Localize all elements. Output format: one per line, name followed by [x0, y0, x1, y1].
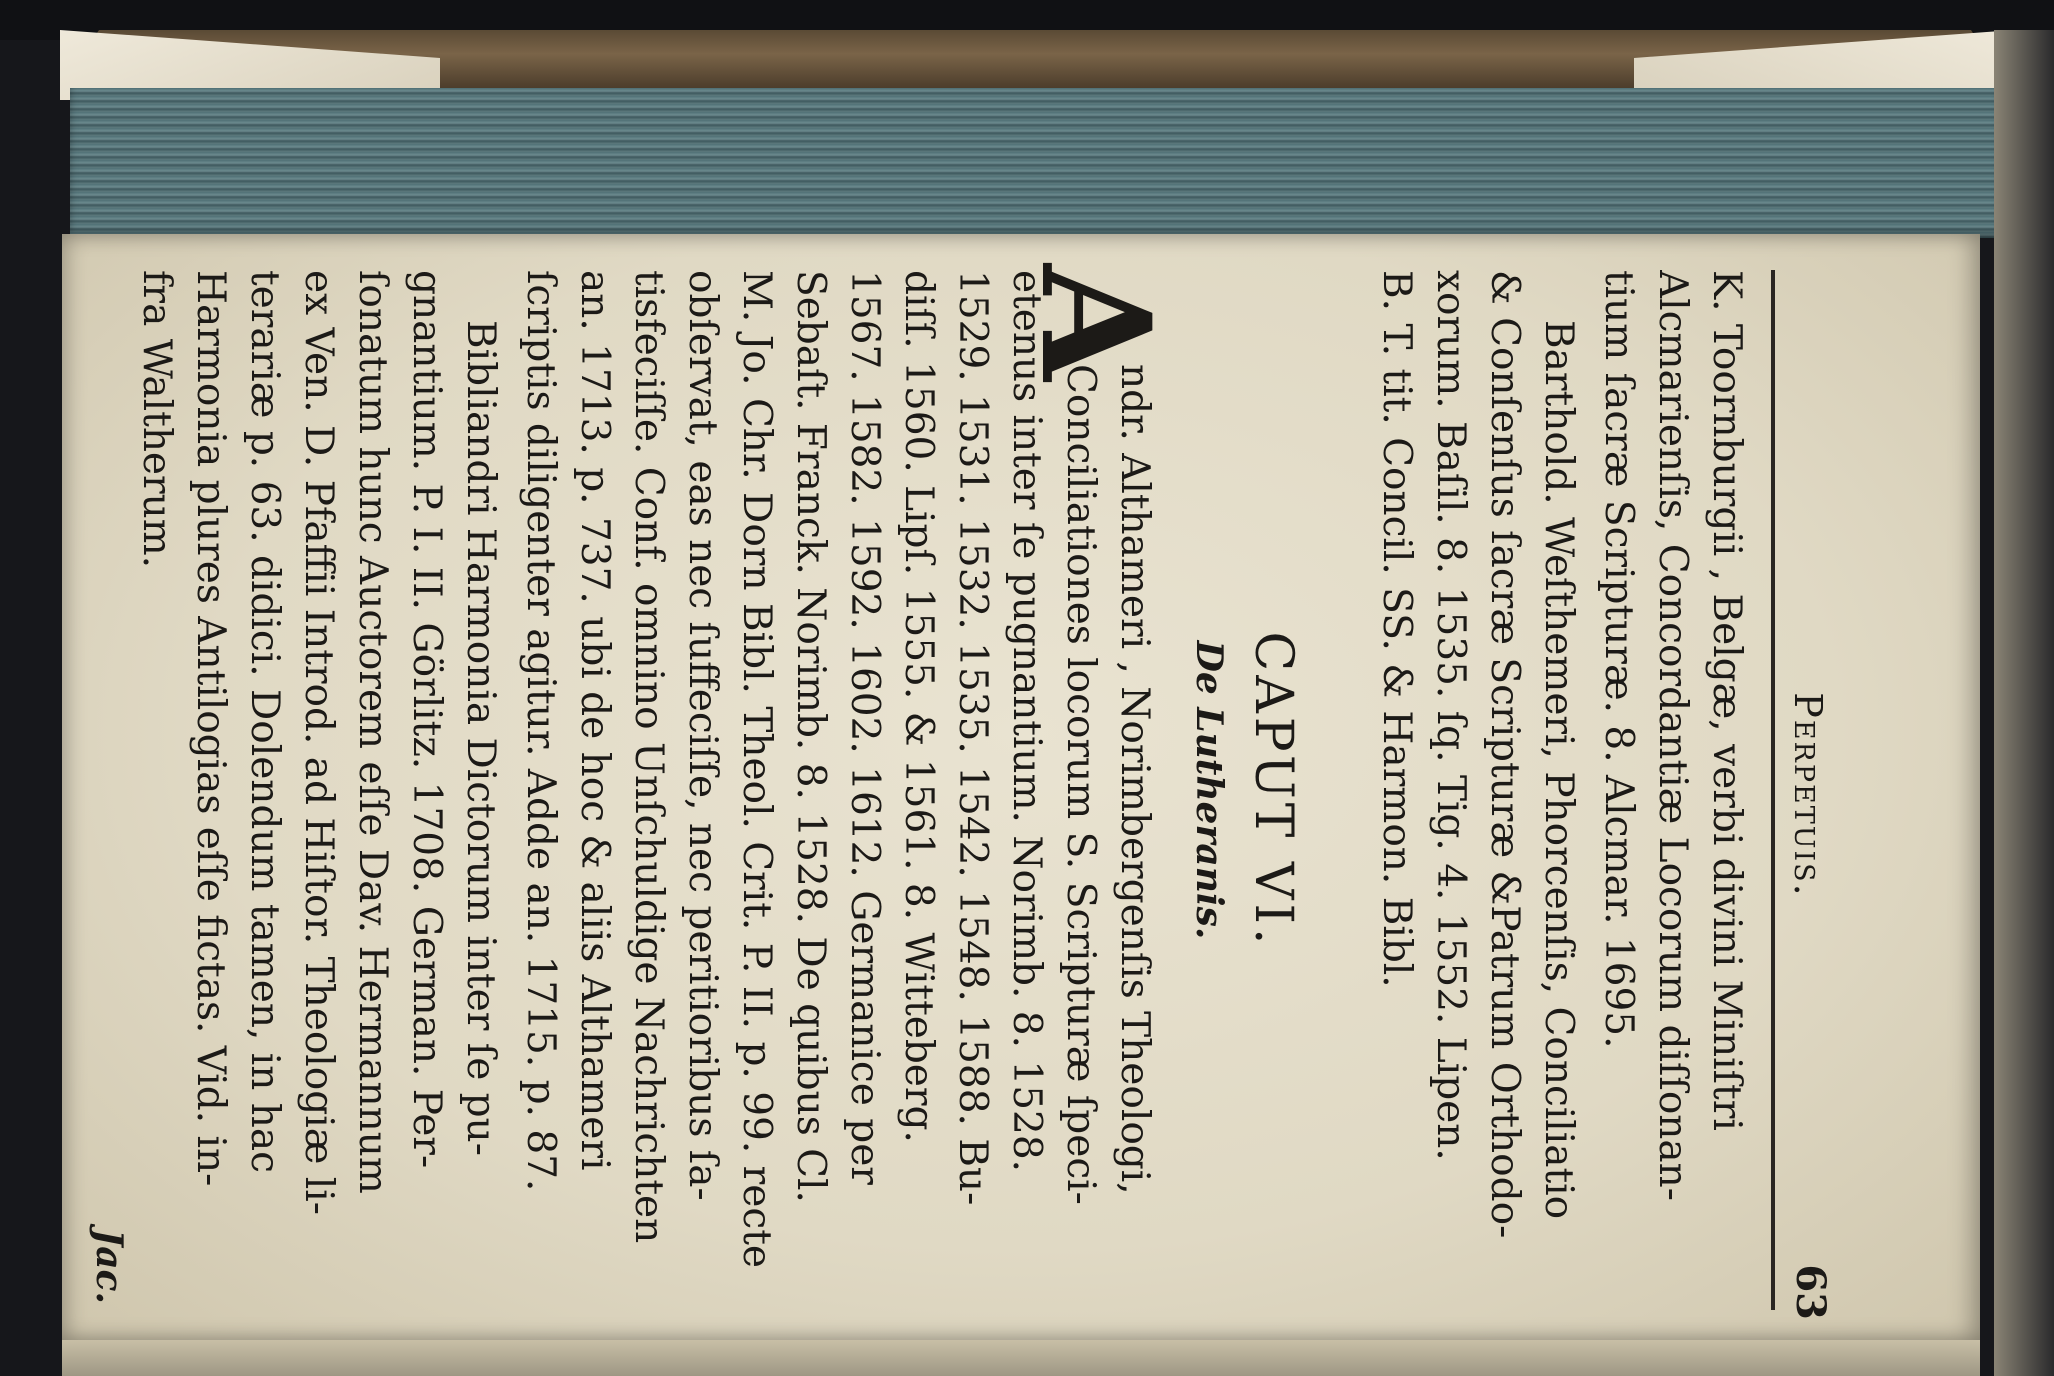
text-line: Conciliationes locorum S. Scripturæ ſpeci-	[1058, 364, 1103, 1205]
text-line: & Conſenſus ſacræ Scripturæ &Patrum Orthodo-	[1482, 270, 1527, 1239]
facing-page-edge	[62, 1340, 1980, 1376]
text-line: tium ſacræ Scripturæ. 8. Alcmar. 1695.	[1596, 270, 1641, 1049]
page-edges	[70, 88, 2000, 238]
text-line: fra Waltherum.	[134, 270, 179, 569]
page-text	[62, 234, 1980, 1340]
text-line: Sebaſt. Franck. Norimb. 8. 1528. De quibus Cl.	[788, 270, 833, 1203]
text-line: B. T. tit. Concil. SS. & Harmon. Bibl.	[1374, 270, 1419, 988]
text-line: ndr. Althameri , Norimbergenſis Theologi,	[1112, 364, 1157, 1195]
drop-cap: A	[1007, 264, 1183, 381]
text-line: gnantium. P. I. II. Görlitz. 1708. German. Per-	[404, 270, 449, 1169]
catchword: Jac.	[88, 1229, 130, 1304]
text-line: Alcmarienſis, Concordantiæ Locorum diſſonan-	[1650, 270, 1695, 1201]
running-head	[1770, 270, 1834, 1320]
text-line: K. Toornburgii , Belgæ, verbi divini Miniſtri	[1704, 270, 1749, 1131]
text-line: 1567. 1582. 1592. 1602. 1612. Germanice per	[842, 270, 887, 1185]
text-line: terariæ p. 63. didici. Dolendum tamen, in hac	[242, 270, 287, 1173]
text-line: Harmonia plures Antilogias eſſe fictas. Vid. in-	[188, 270, 233, 1187]
chapter-heading: CAPUT VI.	[1243, 631, 1303, 949]
text-line: tisfeciſſe. Conf. omnino Unſchuldige Nachrichten	[626, 270, 671, 1244]
gutter-shadow	[1994, 30, 2054, 1376]
text-line: xorum. Baſil. 8. 1535. ſq. Tig. 4. 1552. Lipen.	[1428, 270, 1473, 1161]
text-line: 1529. 1531. 1532. 1535. 1542. 1548. 1588. Bu-	[950, 270, 995, 1206]
text-line: ſonatum hunc Auctorem eſſe Dav. Hermannum	[350, 270, 395, 1194]
text-line: M. Jo. Chr. Dorn Bibl. Theol. Crit. P. II. p. 99. recte	[734, 270, 779, 1268]
text-line: Bibliandri Harmonia Dictorum inter ſe pu-	[458, 320, 503, 1156]
text-line: obſervat, eas nec ſuffeciſſe, nec peritioribus ſa-	[680, 270, 725, 1201]
page-number: 63	[1787, 1264, 1834, 1320]
text-line: Barthold. Weſthemeri, Phorcenſis, Conciliatio	[1536, 320, 1581, 1220]
running-head-title: Perpetuis.	[1786, 692, 1830, 898]
head-rule	[1771, 270, 1775, 1310]
chapter-subheading: De Lutheranis.	[1188, 640, 1230, 940]
text-line: diſſ. 1560. Lipſ. 1555. & 1561. 8. Witteberg.	[896, 270, 941, 1143]
text-line: an. 1713. p. 737. ubi de hoc & aliis Althameri	[572, 270, 617, 1171]
text-line: ſcriptis diligenter agitur. Adde an. 1715. p. 87.	[518, 270, 563, 1192]
text-line: ex Ven. D. Pfaffii Introd. ad Hiſtor. Theologiæ li-	[296, 270, 341, 1215]
text-line: etenus inter ſe pugnantium. Norimb. 8. 1528.	[1004, 270, 1049, 1173]
